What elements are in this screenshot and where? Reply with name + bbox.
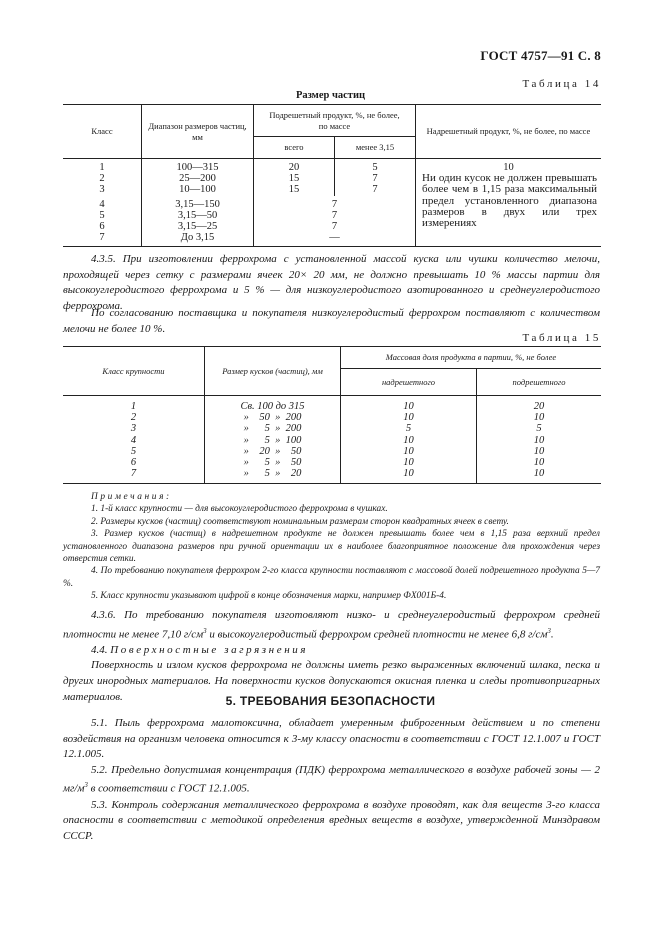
t15-r4-over: 10: [341, 435, 477, 446]
t14-r5-class: 5: [99, 209, 105, 221]
t15-r4-class: 4: [130, 434, 137, 446]
table15-caption: Таблица 15: [522, 332, 601, 344]
t15-r3-over: 5: [341, 423, 477, 434]
page-header: ГОСТ 4757—91 С. 8: [480, 48, 601, 63]
para-5-3: 5.3. Контроль содержания металлического феррохрома в воздухе проводят, как для веществ 3-го класса опасности в соответствии с методикой определения вредных веществ в воздухе, утвержденной Минздравом СССР.: [63, 798, 600, 842]
t15-r6-under: 10: [477, 457, 602, 468]
t14-col-less: менее 3,15: [335, 137, 416, 159]
table14-caption: Таблица 14: [522, 78, 601, 90]
t14-r3-class: 3: [99, 184, 105, 196]
para-agreement: По согласованию поставщика и покупателя низкоуглеродистый феррохром поставляют с количеством мелочи не более 10 %.: [63, 307, 600, 335]
t14-r1-class: 1: [99, 162, 105, 173]
note-4: 4. По требованию покупателя феррохром 2-го класса крупности поставляют с массовой долей подрешетного продукта 5—7 %.: [63, 566, 600, 589]
t15-r7-under: 10: [477, 468, 602, 484]
t14-col-class: Класс: [91, 126, 113, 136]
t14-r2-class: 2: [99, 173, 105, 185]
t15-r5-over: 10: [341, 446, 477, 457]
t15-r3-class: 3: [130, 423, 137, 435]
t14-r3-less: 7: [335, 184, 416, 195]
t15-r2-size: » 50 » 200: [205, 412, 341, 423]
t14-r6-range: 3,15—25: [142, 221, 254, 232]
notes-block: [63, 491, 600, 603]
t15-r1-over: 10: [341, 396, 477, 413]
t14-r1-total: 20: [254, 159, 335, 174]
t14-r2-less: 7: [335, 173, 416, 184]
section-5-title: 5. ТРЕБОВАНИЯ БЕЗОПАСНОСТИ: [225, 694, 436, 708]
t14-r7-range: До 3,15: [142, 232, 254, 247]
t15-r2-class: 2: [130, 412, 137, 424]
t15-r5-class: 5: [130, 445, 137, 457]
t15-col-under: подрешетного: [477, 369, 602, 396]
t15-r6-class: 6: [130, 457, 137, 469]
t14-r1-less: 5: [335, 159, 416, 174]
note-2: 2. Размеры кусков (частиц) соответствуют номинальным размерам сторон квадратных ячеек в свету.: [91, 516, 509, 527]
t14-r4-class: 4: [99, 198, 105, 210]
notes-title: Примечания:: [91, 492, 172, 502]
t15-col-class: Класс крупности: [102, 365, 165, 376]
t14-r1-range: 100—315: [142, 159, 254, 174]
note-3: 3. Размер кусков (частиц) в надрешетном продукте не должен превышать более чем в 1,15 раза верхний предел установленного диапазона размеров при ручной ориентации их в наиболее благоприятное положение для прохождения через отверстия сетки.: [63, 529, 600, 565]
t14-r7-class: 7: [99, 232, 105, 244]
t15-r7-over: 10: [341, 468, 477, 484]
note-1: 1. 1-й класс крупности — для высокоуглеродистого феррохрома в чушках.: [91, 504, 388, 515]
para-4-3-6: 4.3.6. По требованию покупателя изготовляют низко- и среднеуглеродистый феррохром средней плотности не менее 7,10 $г/см^3$ и высокоуглеродистый феррохром средней плотности не менее 6,8 $г/см^3$. 4.4. Поверхностные загрязнения Поверхность и излом кусков феррохрома не должны иметь резко выраженных включений шлака, песка и других инородных материалов. На поверхности кусков допускаются окисная пленка и следы противопригарных материалов.: [63, 608, 600, 705]
para-4-3-5: 4.3.5. При изготовлении феррохрома с установленной массой куска или чушки количество мелочи, проходящей через сетку с размерами ячеек 20× 20 мм, не должно превышать 10 % массы партии для высокоуглеродистого феррохрома и 5 % — для низкоуглеродистого азотированного и среднеуглеродистого феррохрома.: [63, 253, 600, 312]
t15-col-over: надрешетного: [341, 369, 477, 396]
t14-over-note: Ни один кусок не должен превышать более чем в 1,15 раза максимальный предел установленного диапазона размеров в двух или трех измерениях: [416, 173, 602, 247]
t15-r3-size: » 5 » 200: [205, 423, 341, 434]
note-5: 5. Класс крупности указывают цифрой в конце обозначения марки, например ФХ001Б-4.: [91, 591, 447, 602]
t14-r2-total: 15: [254, 173, 335, 184]
t15-r7-size: » 5 » 20: [205, 468, 341, 484]
t14-r2-range: 25—200: [142, 173, 254, 184]
section-5-body: [63, 716, 600, 844]
t15-r2-under: 10: [477, 412, 602, 423]
t14-r4-merged: 7: [254, 196, 416, 210]
t15-r6-size: » 5 » 50: [205, 457, 341, 468]
para-4-4-text: Поверхность и излом кусков феррохрома не должны иметь резко выраженных включений шлака, песка и других инородных материалов. На поверхности кусков допускаются окисная пленка и следы противопригарных материалов.: [63, 659, 600, 703]
t15-col-size: Размер кусков (частиц), мм: [205, 347, 341, 396]
t14-col-range: Диапазон размеров частиц, мм: [142, 105, 254, 159]
t14-col-over: Надрешетный продукт, %, не более, по массе: [416, 105, 602, 159]
t15-r5-size: » 20 » 50: [205, 446, 341, 457]
para-5-1: 5.1. Пыль феррохрома малотоксична, обладает умеренным фиброгенным действием и по степени воздействия на организм человека относится к 3-му классу опасности в соответствии с ГОСТ 12.1.007 и ГОСТ 12.1.005.: [63, 717, 600, 761]
t14-col-under: Подрешетный продукт, %, не более, по массе: [254, 105, 416, 137]
t15-col-mass: Массовая доля продукта в партии, %, не более: [341, 347, 602, 369]
t14-r7-merged: —: [254, 232, 416, 247]
table14-title: Размер частиц: [295, 90, 366, 101]
t14-r5-range: 3,15—50: [142, 210, 254, 221]
t15-r7-class: 7: [130, 468, 137, 480]
t15-r3-under: 5: [477, 423, 602, 434]
table14: [63, 104, 601, 247]
t15-r4-under: 10: [477, 435, 602, 446]
t14-r3-range: 10—100: [142, 184, 254, 195]
t15-r1-under: 20: [477, 396, 602, 413]
t15-r2-over: 10: [341, 412, 477, 423]
para-5-2: 5.2. Предельно допустимая концентрация (ПДК) феррохрома металлического в воздухе рабочей зоны — 2 $мг/м^3$ в соответствии с ГОСТ 12.1.005.: [63, 763, 600, 796]
t15-r6-over: 10: [341, 457, 477, 468]
para-4-4-heading: 4.4. Поверхностные загрязнения: [91, 643, 309, 656]
t15-r1-class: 1: [130, 401, 137, 412]
t15-r4-size: » 5 » 100: [205, 435, 341, 446]
table15: [63, 346, 601, 484]
t14-r6-class: 6: [99, 221, 105, 233]
t15-r5-under: 10: [477, 446, 602, 457]
t14-r3-total: 15: [254, 184, 335, 195]
t14-over-value: 10: [416, 159, 602, 174]
t14-r4-range: 3,15—150: [142, 196, 254, 210]
t15-r1-size: Св. 100 до 315: [205, 396, 341, 413]
t14-col-total: всего: [254, 137, 335, 159]
t14-r6-merged: 7: [254, 221, 416, 232]
t14-r5-merged: 7: [254, 210, 416, 221]
